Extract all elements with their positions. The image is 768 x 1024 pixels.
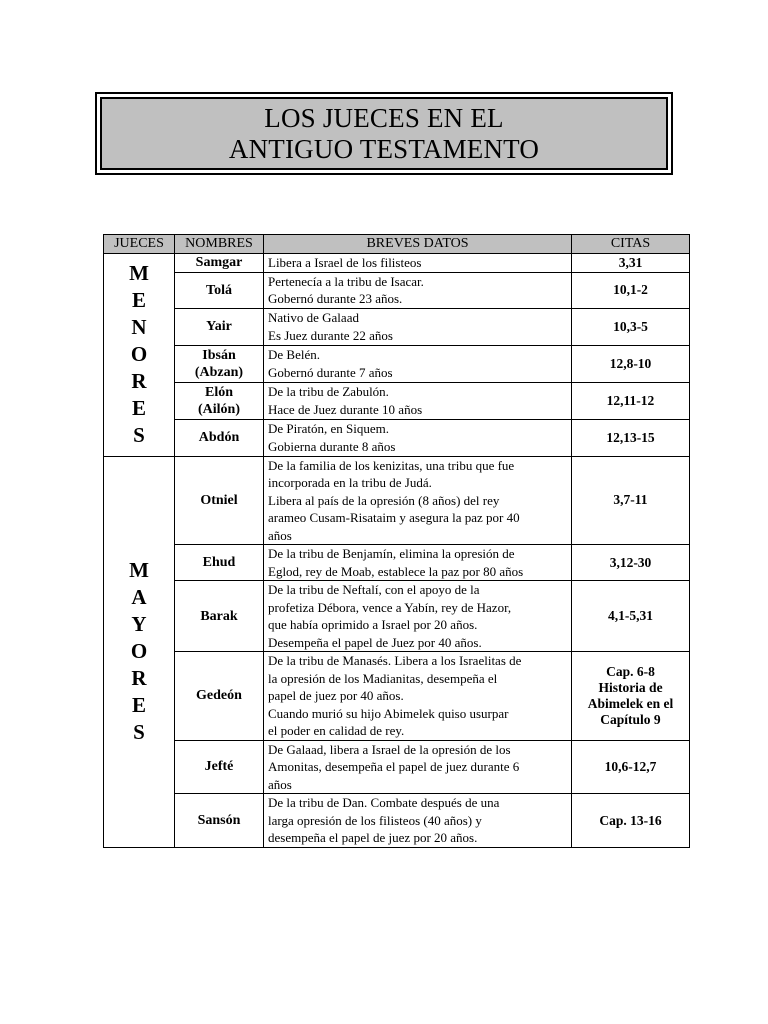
- judge-cita-line: Abimelek en el: [587, 695, 674, 711]
- judge-cita-line: 3,7-11: [613, 492, 648, 508]
- judge-data-line: Amonitas, desempeña el papel de juez durante 6: [268, 759, 520, 774]
- judge-name-line: Abdón: [198, 430, 240, 445]
- judge-data-line: la opresión de los Madianitas, desempeña el: [268, 670, 498, 686]
- table-row: [104, 382, 690, 419]
- header-datos: BREVES DATOS: [264, 235, 572, 254]
- judge-cita: [572, 456, 690, 545]
- judge-data: [264, 345, 572, 382]
- judge-name-line: Jefté: [204, 759, 234, 775]
- judge-data-line: De la familia de los kenizitas, una tribu que fue: [268, 457, 515, 473]
- group-letter: M: [129, 261, 149, 286]
- table-row: [104, 308, 690, 345]
- table-row: [104, 545, 690, 581]
- judge-data: [264, 581, 572, 652]
- header-citas: CITAS: [572, 235, 690, 254]
- table-header-row: [104, 235, 690, 254]
- title-box: [95, 92, 673, 175]
- judge-data-line: Nativo de Galaad: [268, 310, 359, 325]
- table-row: [104, 345, 690, 382]
- judge-data: [264, 419, 572, 456]
- judge-data-line: Pertenecía a la tribu de Isacar.: [268, 273, 424, 289]
- judge-name-line: Barak: [200, 608, 238, 624]
- group-letter: O: [130, 342, 148, 367]
- group-letter: R: [131, 369, 147, 394]
- judge-data-line: Eglod, rey de Moab, establece la paz por 80 años: [268, 563, 524, 579]
- judge-name: [175, 382, 264, 419]
- judge-cita: [572, 308, 690, 345]
- judge-data: [264, 740, 572, 794]
- judge-data-line: profetiza Débora, vence a Yabín, rey de Hazor,: [268, 599, 512, 615]
- judge-data-line: Gobernó durante 23 años.: [268, 291, 403, 306]
- group-mayores: [104, 456, 175, 848]
- judge-data-line: años: [268, 527, 292, 543]
- judge-data-line: incorporada en la tribu de Judá.: [268, 475, 432, 490]
- group-letter: S: [133, 720, 145, 745]
- judge-data: [264, 545, 572, 581]
- judge-name-line: Yair: [206, 319, 232, 334]
- header-jueces: JUECES: [104, 235, 175, 254]
- judge-data-line: De la tribu de Neftalí, con el apoyo de la: [268, 582, 480, 597]
- judge-cita-line: Capítulo 9: [600, 711, 661, 727]
- judge-data-line: De Piratón, en Siquem.: [268, 421, 389, 436]
- judge-name: [175, 419, 264, 456]
- judge-data-line: De la tribu de Manasés. Libera a los Israelitas de: [268, 653, 522, 668]
- judge-cita: [572, 652, 690, 741]
- judge-data-line: papel de juez por 40 años.: [268, 688, 404, 703]
- table-row: [104, 254, 690, 273]
- group-letter: Y: [131, 612, 147, 637]
- judge-name: [175, 272, 264, 308]
- judge-data: [264, 382, 572, 419]
- table-row: [104, 794, 690, 848]
- table-row: [104, 652, 690, 741]
- group-letter: N: [131, 315, 147, 340]
- group-letter: M: [129, 558, 149, 583]
- title-line-2: ANTIGUO TESTAMENTO: [228, 133, 540, 164]
- judge-data-line: Libera a Israel de los filisteos: [268, 255, 422, 270]
- table-row: [104, 456, 690, 545]
- judge-name-line: Gedeón: [196, 688, 242, 704]
- judges-table: [103, 234, 690, 848]
- judge-cita: [572, 254, 690, 273]
- judge-data-line: el poder en calidad de rey.: [268, 723, 405, 738]
- judge-cita-line: 12,11-12: [606, 392, 655, 408]
- judge-name: [175, 740, 264, 794]
- table-row: [104, 581, 690, 652]
- judge-cita-line: 10,6-12,7: [604, 758, 657, 774]
- judge-cita-line: Cap. 13-16: [599, 812, 662, 828]
- group-letter: O: [130, 639, 148, 664]
- judge-data-line: Es Juez durante 22 años: [268, 327, 393, 343]
- judge-name-line: Otniel: [200, 492, 238, 508]
- judge-cita-line: 3,31: [618, 254, 643, 270]
- title-panel: [100, 97, 668, 170]
- judge-name: [175, 581, 264, 652]
- group-label-mayores: [108, 557, 170, 746]
- judge-data: [264, 308, 572, 345]
- judge-cita: [572, 345, 690, 382]
- judge-data-line: desempeña el papel de juez por 20 años.: [268, 830, 478, 846]
- judge-data-line: arameo Cusam-Risataim y asegura la paz por 40: [268, 510, 520, 525]
- judge-cita-line: Cap. 6-8: [606, 663, 655, 679]
- judge-name-line: (Abzan): [194, 364, 244, 380]
- judge-name: [175, 308, 264, 345]
- judge-name-line: Tolá: [206, 282, 232, 298]
- table-row: [104, 740, 690, 794]
- judge-name: [175, 794, 264, 848]
- header-nombres: NOMBRES: [175, 235, 264, 254]
- judge-name-line: (Ailón): [198, 401, 240, 417]
- judge-data: [264, 272, 572, 308]
- judge-cita: [572, 740, 690, 794]
- judge-data-line: Cuando murió su hijo Abimelek quiso usurpar: [268, 705, 509, 721]
- judge-data-line: Hace de Juez durante 10 años: [268, 401, 423, 417]
- group-letter: E: [131, 693, 146, 718]
- judge-cita: [572, 419, 690, 456]
- judge-cita: [572, 545, 690, 581]
- judge-cita: [572, 581, 690, 652]
- title-line-1: LOS JUECES EN EL: [264, 102, 504, 133]
- judge-data-line: que había oprimido a Israel por 20 años.: [268, 617, 478, 632]
- group-menores: [104, 254, 175, 457]
- judge-cita-line: 4,1-5,31: [608, 608, 653, 623]
- judge-data-line: De la tribu de Zabulón.: [268, 384, 389, 399]
- judge-cita: [572, 382, 690, 419]
- judge-data-line: Gobernó durante 7 años: [268, 364, 393, 380]
- judge-data: [264, 254, 572, 273]
- judge-name: [175, 254, 264, 273]
- judge-cita-line: 10,1-2: [613, 282, 648, 297]
- judge-name-line: Elón: [204, 384, 233, 400]
- group-letter: S: [133, 423, 145, 448]
- group-letter: A: [131, 585, 147, 610]
- group-letter: E: [131, 396, 146, 421]
- judge-data: [264, 794, 572, 848]
- judge-cita-line: 3,12-30: [609, 554, 652, 570]
- judge-data-line: De la tribu de Benjamín, elimina la opresión de: [268, 546, 515, 561]
- judge-cita: [572, 794, 690, 848]
- judge-data-line: Libera al país de la opresión (8 años) del rey: [268, 492, 500, 508]
- judge-data-line: De la tribu de Dan. Combate después de una: [268, 795, 500, 811]
- judge-cita-line: Historia de: [598, 679, 663, 695]
- group-label-menores: [108, 260, 170, 449]
- judge-data-line: De Belén.: [268, 347, 320, 362]
- judge-data-line: larga opresión de los filisteos (40 años) y: [268, 812, 482, 828]
- judge-cita-line: 12,8-10: [609, 355, 652, 371]
- judge-data-line: Desempeña el papel de Juez por 40 años.: [268, 634, 482, 650]
- judge-cita-line: 10,3-5: [613, 318, 648, 334]
- judge-name: [175, 652, 264, 741]
- judge-name-line: Sansón: [197, 813, 241, 828]
- judge-cita-line: 12,13-15: [606, 429, 655, 445]
- group-letter: E: [131, 288, 146, 313]
- judge-cita: [572, 272, 690, 308]
- judge-data: [264, 456, 572, 545]
- judge-name-line: Samgar: [195, 255, 243, 271]
- judge-name-line: Ibsán: [202, 347, 236, 363]
- judge-data-line: De Galaad, libera a Israel de la opresión de los: [268, 741, 511, 757]
- judge-data-line: años: [268, 776, 292, 792]
- judge-name: [175, 345, 264, 382]
- judge-name: [175, 545, 264, 581]
- judge-name-line: Ehud: [202, 555, 236, 570]
- judge-data: [264, 652, 572, 741]
- judge-data-line: Gobierna durante 8 años: [268, 438, 396, 454]
- group-letter: R: [131, 666, 147, 691]
- table-row: [104, 272, 690, 308]
- table-row: [104, 419, 690, 456]
- judge-name: [175, 456, 264, 545]
